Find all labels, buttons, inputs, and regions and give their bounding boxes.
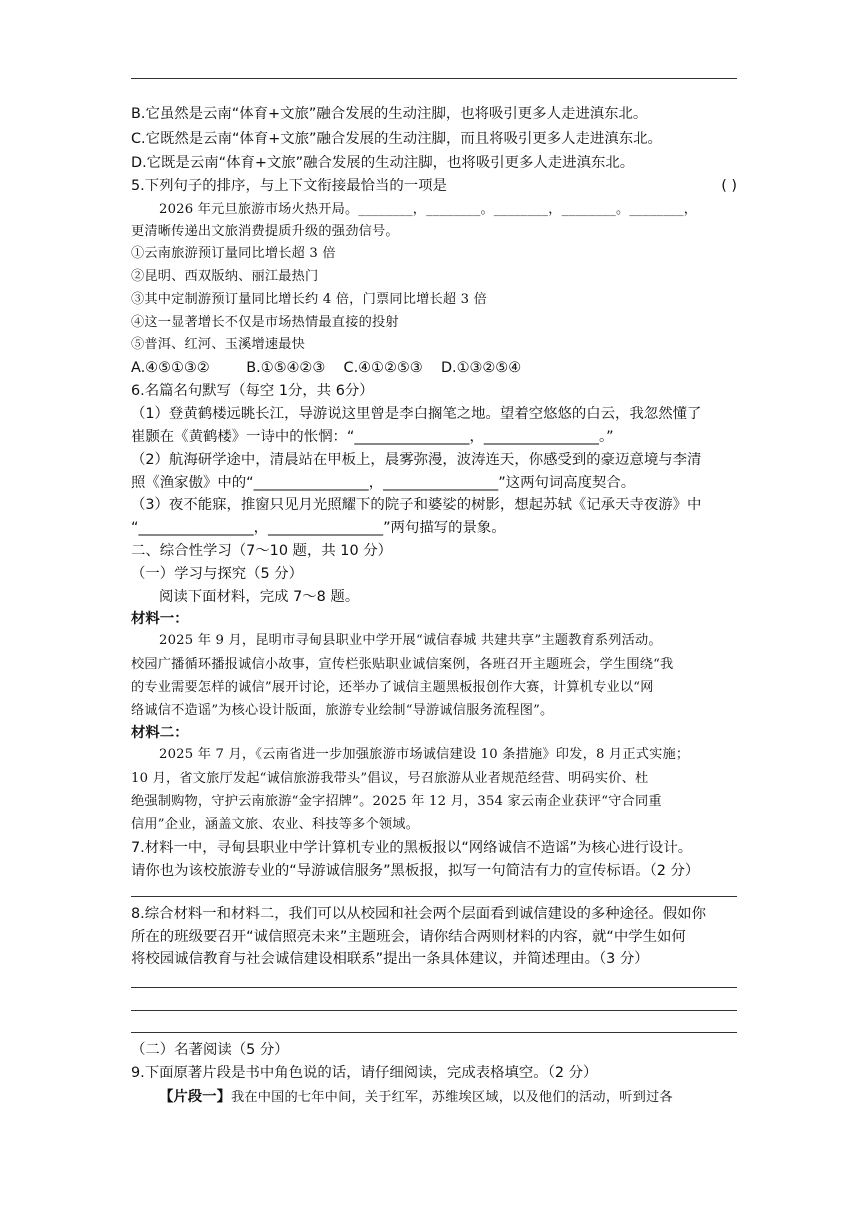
q7-answer-line[interactable]	[131, 896, 737, 897]
section2-sub2: （二）名著阅读（5 分）	[131, 1042, 289, 1058]
q5-sentence-2: ②昆明、西双版纳、丽江最热门	[131, 269, 319, 284]
q5-answer-paren: ( )	[721, 178, 737, 194]
material1-label: 材料一：	[131, 611, 189, 627]
section2-sub1: （一）学习与探究（5 分）	[131, 566, 304, 582]
q6-item3-line1: （3）夜不能寐，推窗只见月光照耀下的院子和婆娑的树影，想起苏轼《记承天寺夜游》中	[131, 497, 702, 513]
material2-line2: 10 月，省文旅厅发起“诚信旅游我带头”倡议，号召旅游从业者规范经营、明码实价、杜	[131, 771, 649, 786]
material1-line3: 的专业需要怎样的诚信”展开讨论，还举办了诚信主题黑板报创作大赛，计算机专业以“网	[131, 680, 654, 695]
q9-stem: 9.下面原著片段是书中角色说的话，请仔细阅读，完成表格填空。（2 分）	[131, 1065, 598, 1081]
q5-options: A.④⑤①③② B.①⑤④②③ C.④①②⑤③ D.①③②⑤④	[131, 360, 522, 376]
q9-fragment1-text: 我在中国的七年中间，关于红军，苏维埃区域，以及他们的活动，听到过各	[230, 1090, 673, 1105]
q5-sentence-4: ④这一显著增长不仅是市场热情最直接的投射	[131, 315, 399, 330]
material2-line4: 信用”企业，涵盖文旅、农业、科技等多个领域。	[131, 817, 420, 832]
q6-item1-line1: （1）登黄鹤楼远眺长江，导游说这里曾是李白搁笔之地。望着空悠悠的白云，我忽然懂了	[131, 406, 702, 422]
section2-title: 二、综合性学习（7～10 题，共 10 分）	[131, 543, 392, 559]
q5-stem-text: 5.下列句子的排序，与上下文衔接最恰当的一项是	[131, 178, 447, 194]
material2-label: 材料二：	[131, 725, 189, 741]
q6-stem: 6.名篇名句默写（每空 1分，共 6分）	[131, 383, 374, 399]
q8-line3: 将校园诚信教育与社会诚信建设相联系”提出一条具体建议，并简述理由。（3 分）	[131, 951, 649, 967]
section2-intro: 阅读下面材料，完成 7～8 题。	[159, 589, 360, 605]
q8-answer-line-3[interactable]	[131, 1032, 737, 1033]
material2-line3: 绝强制购物，守护云南旅游“金字招牌”。2025 年 12 月，354 家云南企业获评“守合同重	[131, 794, 662, 809]
q7-line1: 7.材料一中，寻甸县职业中学计算机专业的黑板报以“网络诚信不造谣”为核心进行设计。	[131, 840, 693, 856]
q8-line2: 所在的班级要召开“诚信照亮未来”主题班会，请你结合两则材料的内容，就“中学生如何	[131, 929, 686, 945]
q5-stem	[131, 175, 737, 197]
material1-line1: 2025 年 9 月，昆明市寻甸县职业中学开展“诚信春城 共建共享”主题教育系列活动。	[159, 633, 662, 648]
q6-item3-line2: “________________，________________”两句描写的景象。	[131, 520, 506, 536]
q5-sentence-1: ①云南旅游预订量同比增长超 3 倍	[131, 246, 336, 261]
material1-line4: 络诚信不造谣”为核心设计版面，旅游专业绘制“导游诚信服务流程图”。	[131, 703, 554, 718]
header-rule	[131, 78, 737, 79]
q5-passage-1: 2026 年元旦旅游市场火热开局。________，________。________，________。________，	[159, 202, 698, 217]
material2-line1: 2025 年 7 月，《云南省进一步加强旅游市场诚信建设 10 条措施》印发，8 月正式实施；	[159, 747, 690, 762]
q6-item2-line2: 照《渔家傲》中的“________________，________________”这两句词高度契合。	[131, 475, 636, 491]
q8-line1: 8.综合材料一和材料二，我们可以从校园和社会两个层面看到诚信建设的多种途径。假如你	[131, 906, 706, 922]
q9-fragment1	[131, 1085, 765, 1109]
material1-line2: 校园广播循环播报诚信小故事，宣传栏张贴职业诚信案例，各班召开主题班会，学生围绕“我	[131, 657, 674, 672]
q5-sentence-5: ⑤普洱、红河、玉溪增速最快	[131, 337, 306, 352]
q6-item1-line2: 崔颢在《黄鹤楼》一诗中的怅惘：“________________，________________。”	[131, 429, 614, 445]
q4-option-b: B.它虽然是云南“体育+文旅”融合发展的生动注脚，也将吸引更多人走进滇东北。	[131, 106, 648, 122]
q5-sentence-3: ③其中定制游预订量同比增长约 4 倍，门票同比增长超 3 倍	[131, 292, 488, 307]
q7-line2: 请你也为该校旅游专业的“导游诚信服务”黑板报，拟写一句简洁有力的宣传标语。（2 分）	[131, 863, 700, 879]
q6-item2-line1: （2）航海研学途中，清晨站在甲板上，晨雾弥漫，波涛连天，你感受到的豪迈意境与李清	[131, 452, 702, 468]
q4-option-c: C.它既然是云南“体育+文旅”融合发展的生动注脚，而且将吸引更多人走进滇东北。	[131, 131, 662, 147]
q8-answer-line-2[interactable]	[131, 1010, 737, 1011]
q9-fragment1-label: 【片段一】	[159, 1089, 231, 1105]
q5-passage-2: 更清晰传递出文旅消费提质升级的强劲信号。	[131, 224, 399, 239]
q4-option-d: D.它既是云南“体育+文旅”融合发展的生动注脚，也将吸引更多人走进滇东北。	[131, 155, 635, 171]
q8-answer-line-1[interactable]	[131, 987, 737, 988]
